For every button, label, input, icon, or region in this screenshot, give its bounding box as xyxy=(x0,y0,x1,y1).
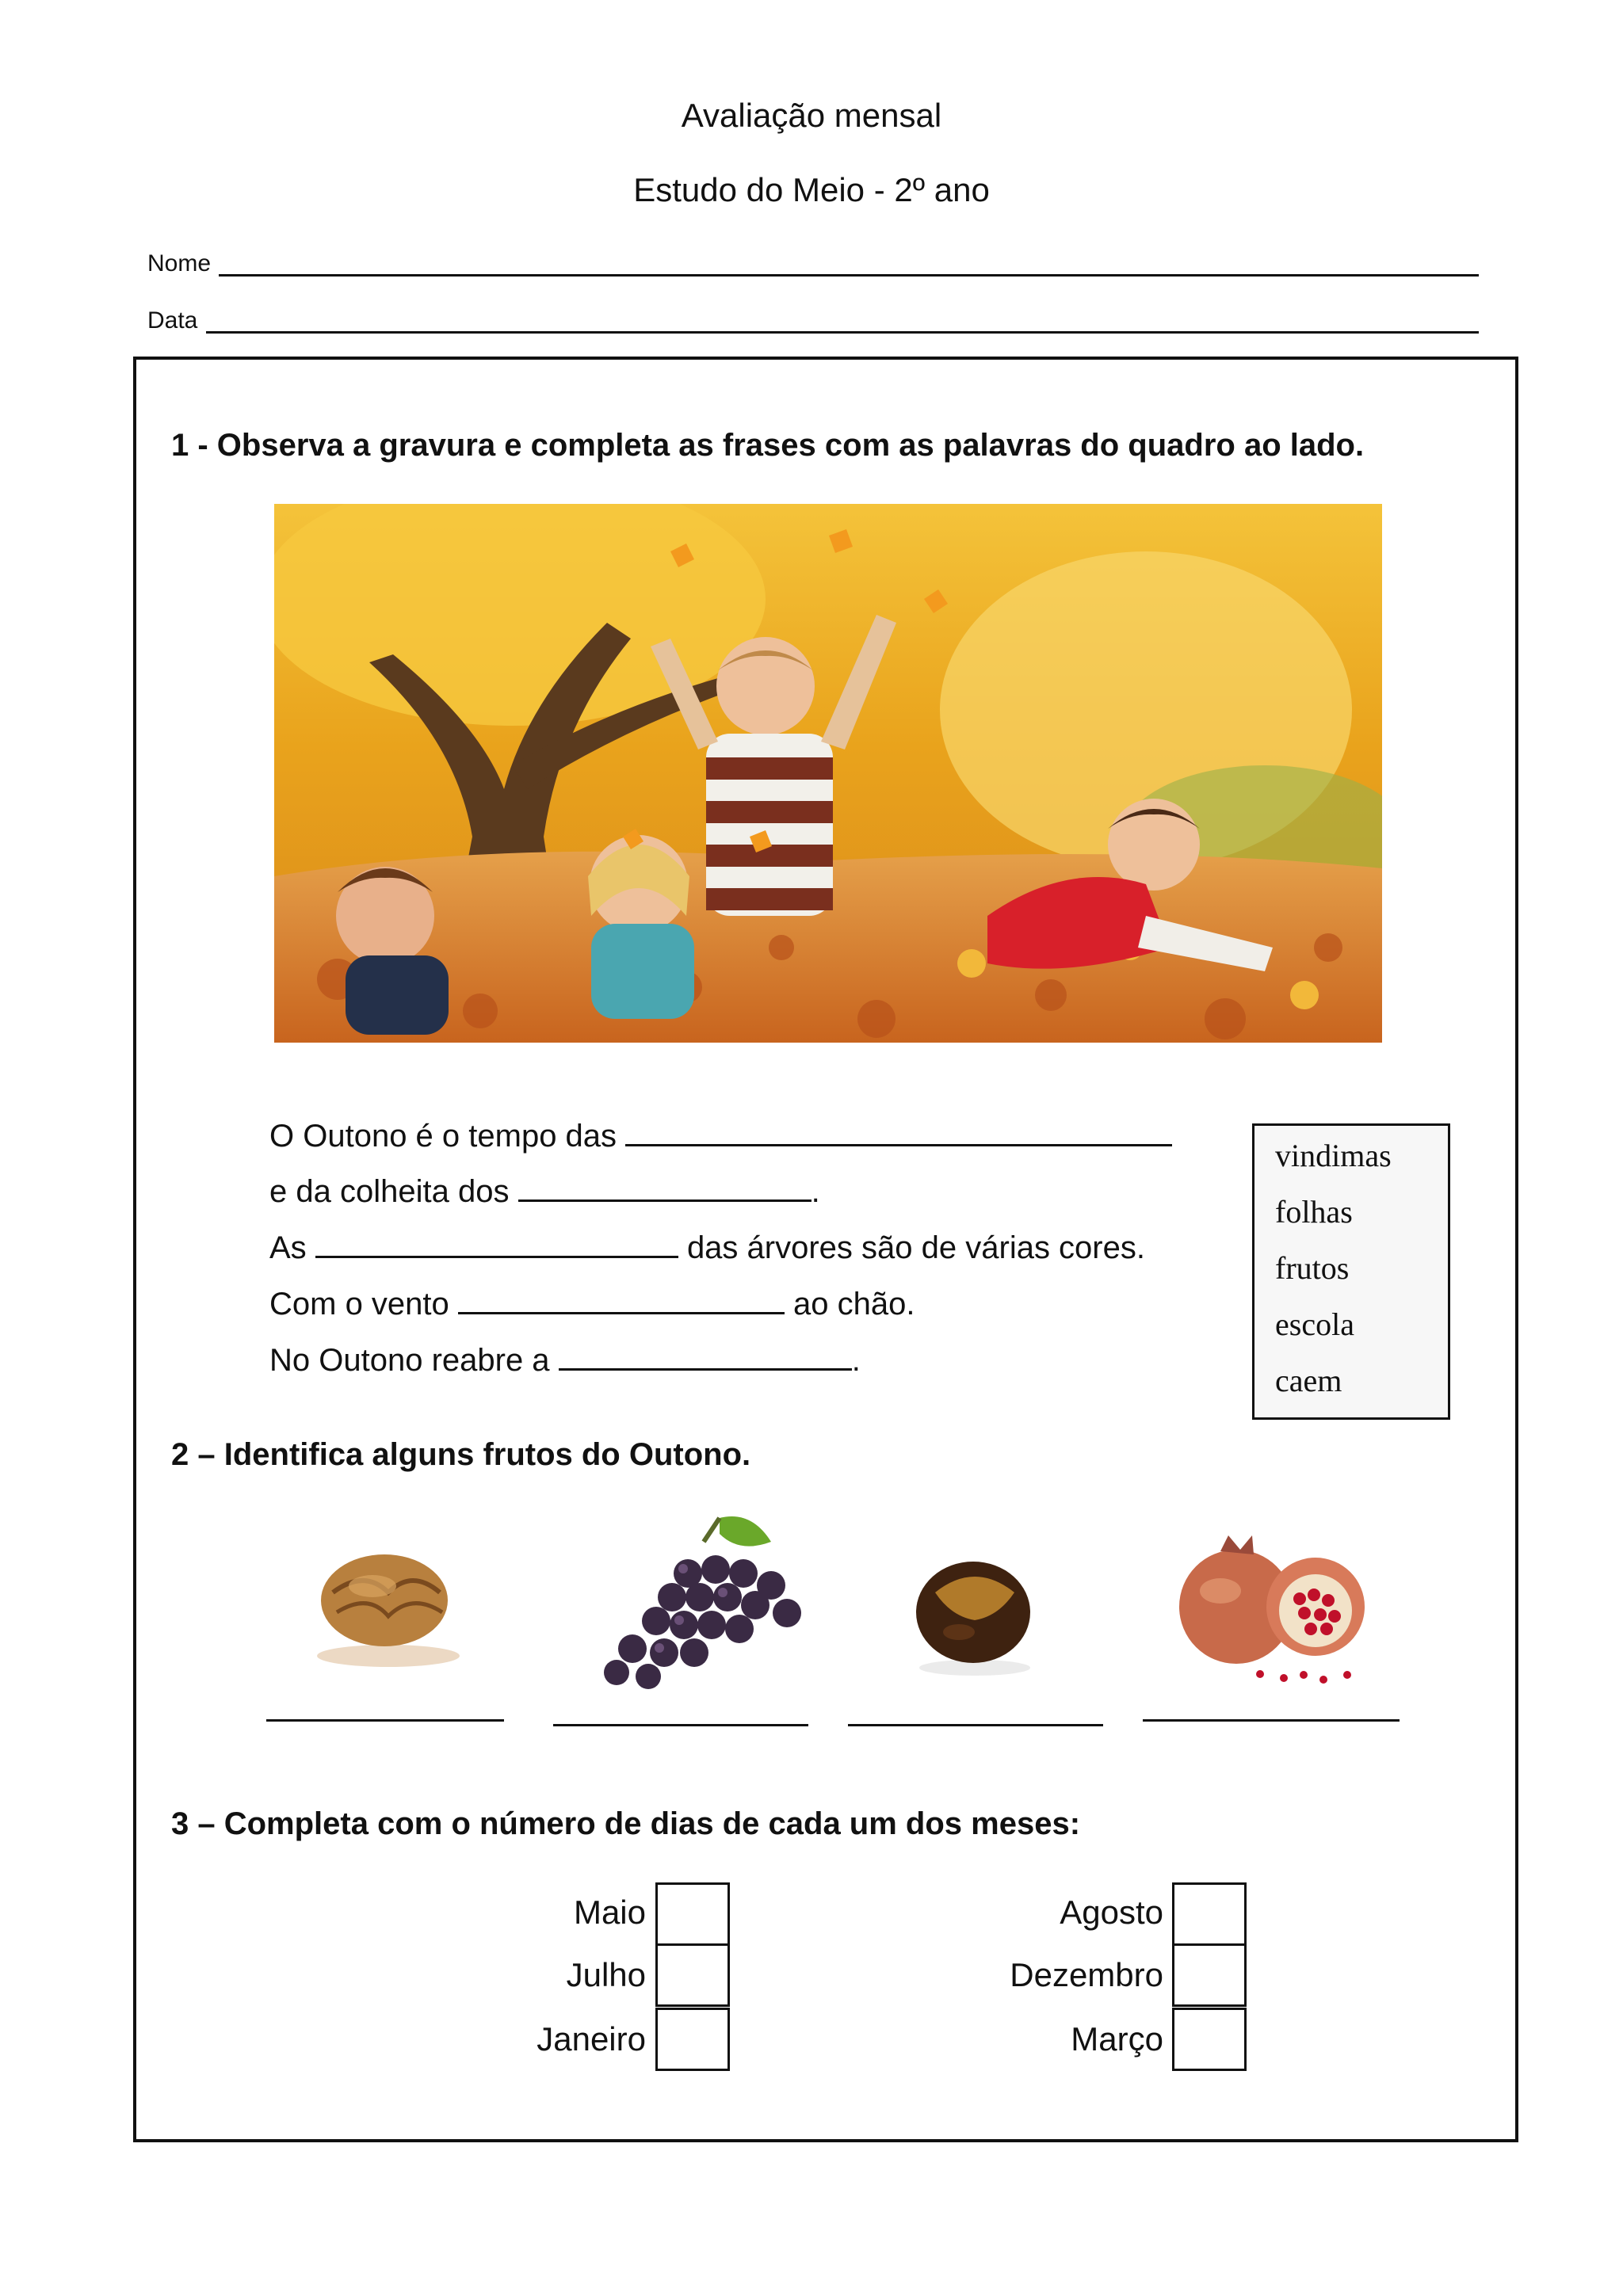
sentence-1 xyxy=(269,1119,1172,1154)
sentence-4-blank[interactable] xyxy=(458,1287,785,1314)
document-subtitle: Estudo do Meio - 2º ano xyxy=(633,171,990,208)
word-bank-item: escola xyxy=(1275,1306,1354,1342)
fruit-answer-4[interactable] xyxy=(1143,1719,1400,1722)
month-label: Janeiro xyxy=(537,2020,646,2058)
chestnut-image xyxy=(903,1545,1046,1680)
name-label: Nome xyxy=(147,250,212,277)
sentence-1-blank[interactable] xyxy=(625,1119,1172,1146)
days-box-agosto[interactable] xyxy=(1172,1882,1247,1946)
sentence-4-end: ao chão. xyxy=(793,1287,915,1322)
date-field[interactable] xyxy=(206,331,1479,334)
fruit-answer-3[interactable] xyxy=(848,1724,1103,1726)
days-box-dezembro[interactable] xyxy=(1172,1943,1247,2007)
grapes-icon xyxy=(601,1510,823,1692)
walnut-icon xyxy=(301,1537,475,1680)
word-bank-item: folhas xyxy=(1275,1194,1353,1230)
word-bank-item: caem xyxy=(1275,1363,1342,1398)
sentence-4 xyxy=(269,1287,915,1322)
sentence-2-blank[interactable] xyxy=(518,1174,812,1202)
days-box-marco[interactable] xyxy=(1172,2008,1247,2071)
sentence-5-blank[interactable] xyxy=(559,1343,852,1371)
autumn-children-leaves-photo-icon xyxy=(274,504,1382,1043)
autumn-photo xyxy=(274,504,1382,1043)
days-box-janeiro[interactable] xyxy=(655,2008,730,2071)
month-label: Março xyxy=(1071,2020,1163,2058)
grapes-image xyxy=(601,1510,823,1692)
sentence-3 xyxy=(269,1230,1145,1266)
sentence-2-end: . xyxy=(811,1174,820,1209)
sentence-5 xyxy=(269,1343,861,1379)
month-label: Maio xyxy=(573,1894,646,1931)
date-label: Data xyxy=(147,307,198,334)
word-bank-item: frutos xyxy=(1275,1250,1350,1286)
question-3-heading: 3 – Completa com o número de dias de cada um dos meses: xyxy=(171,1806,1081,1841)
question-2-heading: 2 – Identifica alguns frutos do Outono. xyxy=(171,1437,751,1472)
month-label: Agosto xyxy=(1060,1894,1163,1931)
question-1-heading: 1 - Observa a gravura e completa as frases com as palavras do quadro ao lado. xyxy=(171,428,1365,463)
name-field[interactable] xyxy=(219,274,1479,277)
sentence-3-text: As xyxy=(269,1230,307,1265)
sentence-1-text: O Outono é o tempo das xyxy=(269,1119,617,1154)
sentence-2 xyxy=(269,1174,820,1210)
sentence-3-end: das árvores são de várias cores. xyxy=(686,1230,1145,1265)
sentence-3-blank[interactable] xyxy=(315,1230,678,1258)
word-bank-item: vindimas xyxy=(1275,1138,1392,1173)
month-label: Julho xyxy=(566,1956,646,1993)
days-box-maio[interactable] xyxy=(655,1882,730,1946)
fruit-answer-2[interactable] xyxy=(553,1724,808,1726)
walnut-image xyxy=(301,1537,475,1680)
month-label: Dezembro xyxy=(1010,1956,1163,1993)
document-title: Avaliação mensal xyxy=(681,97,942,134)
sentence-5-end: . xyxy=(851,1343,861,1378)
pomegranate-icon xyxy=(1165,1527,1379,1686)
sentence-4-text: Com o vento xyxy=(269,1287,449,1322)
word-bank xyxy=(1252,1123,1450,1420)
days-box-julho[interactable] xyxy=(655,1943,730,2007)
fruit-answer-1[interactable] xyxy=(266,1719,504,1722)
sentence-2-text: e da colheita dos xyxy=(269,1174,510,1209)
sentence-5-text: No Outono reabre a xyxy=(269,1343,550,1378)
chestnut-icon xyxy=(903,1545,1046,1680)
pomegranate-image xyxy=(1165,1527,1379,1686)
